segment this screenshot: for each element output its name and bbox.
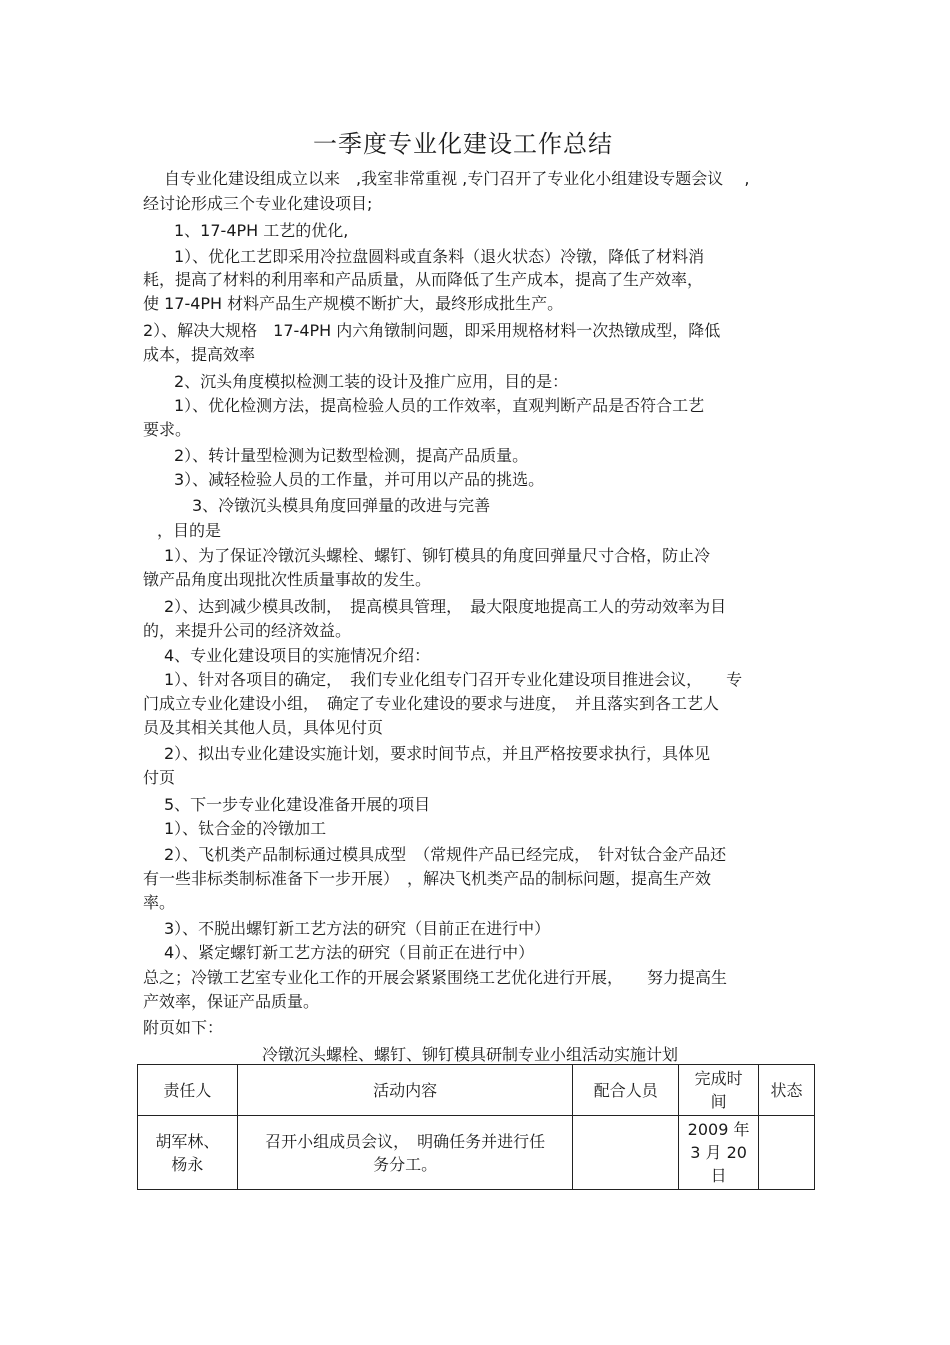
body-line: 成本，提高效率 xyxy=(143,345,256,364)
body-line: 产效率，保证产品质量。 xyxy=(143,992,320,1011)
body-line: 3、冷镦沉头模具角度回弹量的改进与完善 xyxy=(192,496,491,515)
body-line: 1、17-4PH 工艺的优化, xyxy=(174,221,349,240)
cell-activity: 召开小组成员会议， 明确任务并进行任 务分工。 xyxy=(237,1116,572,1190)
header-activity: 活动内容 xyxy=(237,1065,572,1116)
body-line: 要求。 xyxy=(143,420,192,439)
body-line: 1）、为了保证冷镦沉头螺栓、螺钉、铆钉模具的角度回弹量尺寸合格，防止冷 xyxy=(164,546,711,565)
body-line: 自专业化建设组成立以来 ,我室非常重视 ,专门召开了专业化小组建设专题会议 , xyxy=(164,169,750,188)
body-line: 附页如下： xyxy=(143,1018,224,1037)
body-line: 付页 xyxy=(143,768,176,787)
body-line: 1）、针对各项目的确定， 我们专业化组专门召开专业化建设项目推进会议， 专 xyxy=(164,670,743,689)
body-line: 2）、拟出专业化建设实施计划，要求时间节点，并且严格按要求执行，具体见 xyxy=(164,744,711,763)
body-line: 2）、转计量型检测为记数型检测，提高产品质量。 xyxy=(174,446,529,465)
body-line: 率。 xyxy=(143,893,176,912)
document-title: 一季度专业化建设工作总结 xyxy=(313,130,613,158)
body-line: 门成立专业化建设小组， 确定了专业化建设的要求与进度， 并且落实到各工艺人 xyxy=(143,694,720,713)
body-line: 经讨论形成三个专业化建设项目; xyxy=(143,194,373,213)
body-line: 1）、钛合金的冷镦加工 xyxy=(164,819,327,838)
cell-status xyxy=(759,1116,815,1190)
body-line: 2）、解决大规格 17-4PH 内六角镦制问题，即采用规格材料一次热镦成型，降低 xyxy=(143,321,721,340)
cell-responsible: 胡军林、 杨永 xyxy=(138,1116,238,1190)
body-line: 5、下一步专业化建设准备开展的项目 xyxy=(164,795,431,814)
activity-plan-table xyxy=(137,1064,815,1190)
body-line: 2）、达到减少模具改制， 提高模具管理， 最大限度地提高工人的劳动效率为目 xyxy=(164,597,727,616)
body-line: 的，来提升公司的经济效益。 xyxy=(143,621,352,640)
body-line: 使 17-4PH 材料产品生产规模不断扩大，最终形成批生产。 xyxy=(143,294,564,313)
cell-completion-time: 2009 年 3 月 20 日 xyxy=(679,1116,759,1190)
header-status: 状态 xyxy=(759,1065,815,1116)
body-line: 2）、飞机类产品制标通过模具成型 （常规件产品已经完成， 针对钛合金产品还 xyxy=(164,845,727,864)
body-line: 1）、优化工艺即采用冷拉盘圆料或直条料（退火状态）冷镦，降低了材料消 xyxy=(174,247,705,266)
header-responsible: 责任人 xyxy=(138,1065,238,1116)
table-row xyxy=(138,1116,815,1190)
table-header-row xyxy=(138,1065,815,1116)
header-completion-time: 完成时 间 xyxy=(679,1065,759,1116)
table-caption: 冷镦沉头螺栓、螺钉、铆钉模具研制专业小组活动实施计划 xyxy=(261,1045,678,1064)
body-line: 3）、不脱出螺钉新工艺方法的研究（目前正在进行中） xyxy=(164,919,551,938)
body-line: 3）、减轻检验人员的工作量，并可用以产品的挑选。 xyxy=(174,470,545,489)
body-line: 4）、紧定螺钉新工艺方法的研究（目前正在进行中） xyxy=(164,943,535,962)
header-cooperators: 配合人员 xyxy=(573,1065,679,1116)
body-line: ，目的是 xyxy=(157,521,222,540)
body-line: 员及其相关其他人员，具体见付页 xyxy=(143,718,384,737)
cell-cooperators xyxy=(573,1116,679,1190)
body-line: 有一些非标类制标准备下一步开展） ，解决飞机类产品的制标问题，提高生产效 xyxy=(143,869,712,888)
body-line: 4、专业化建设项目的实施情况介绍： xyxy=(164,646,431,665)
body-line: 总之；冷镦工艺室专业化工作的开展会紧紧围绕工艺优化进行开展， 努力提高生 xyxy=(143,968,728,987)
body-line: 1）、优化检测方法，提高检验人员的工作效率，直观判断产品是否符合工艺 xyxy=(174,396,705,415)
body-line: 2、沉头角度模拟检测工装的设计及推广应用，目的是： xyxy=(174,372,569,391)
body-line: 镦产品角度出现批次性质量事故的发生。 xyxy=(143,570,432,589)
body-line: 耗，提高了材料的利用率和产品质量，从而降低了生产成本，提高了生产效率， xyxy=(143,270,704,289)
